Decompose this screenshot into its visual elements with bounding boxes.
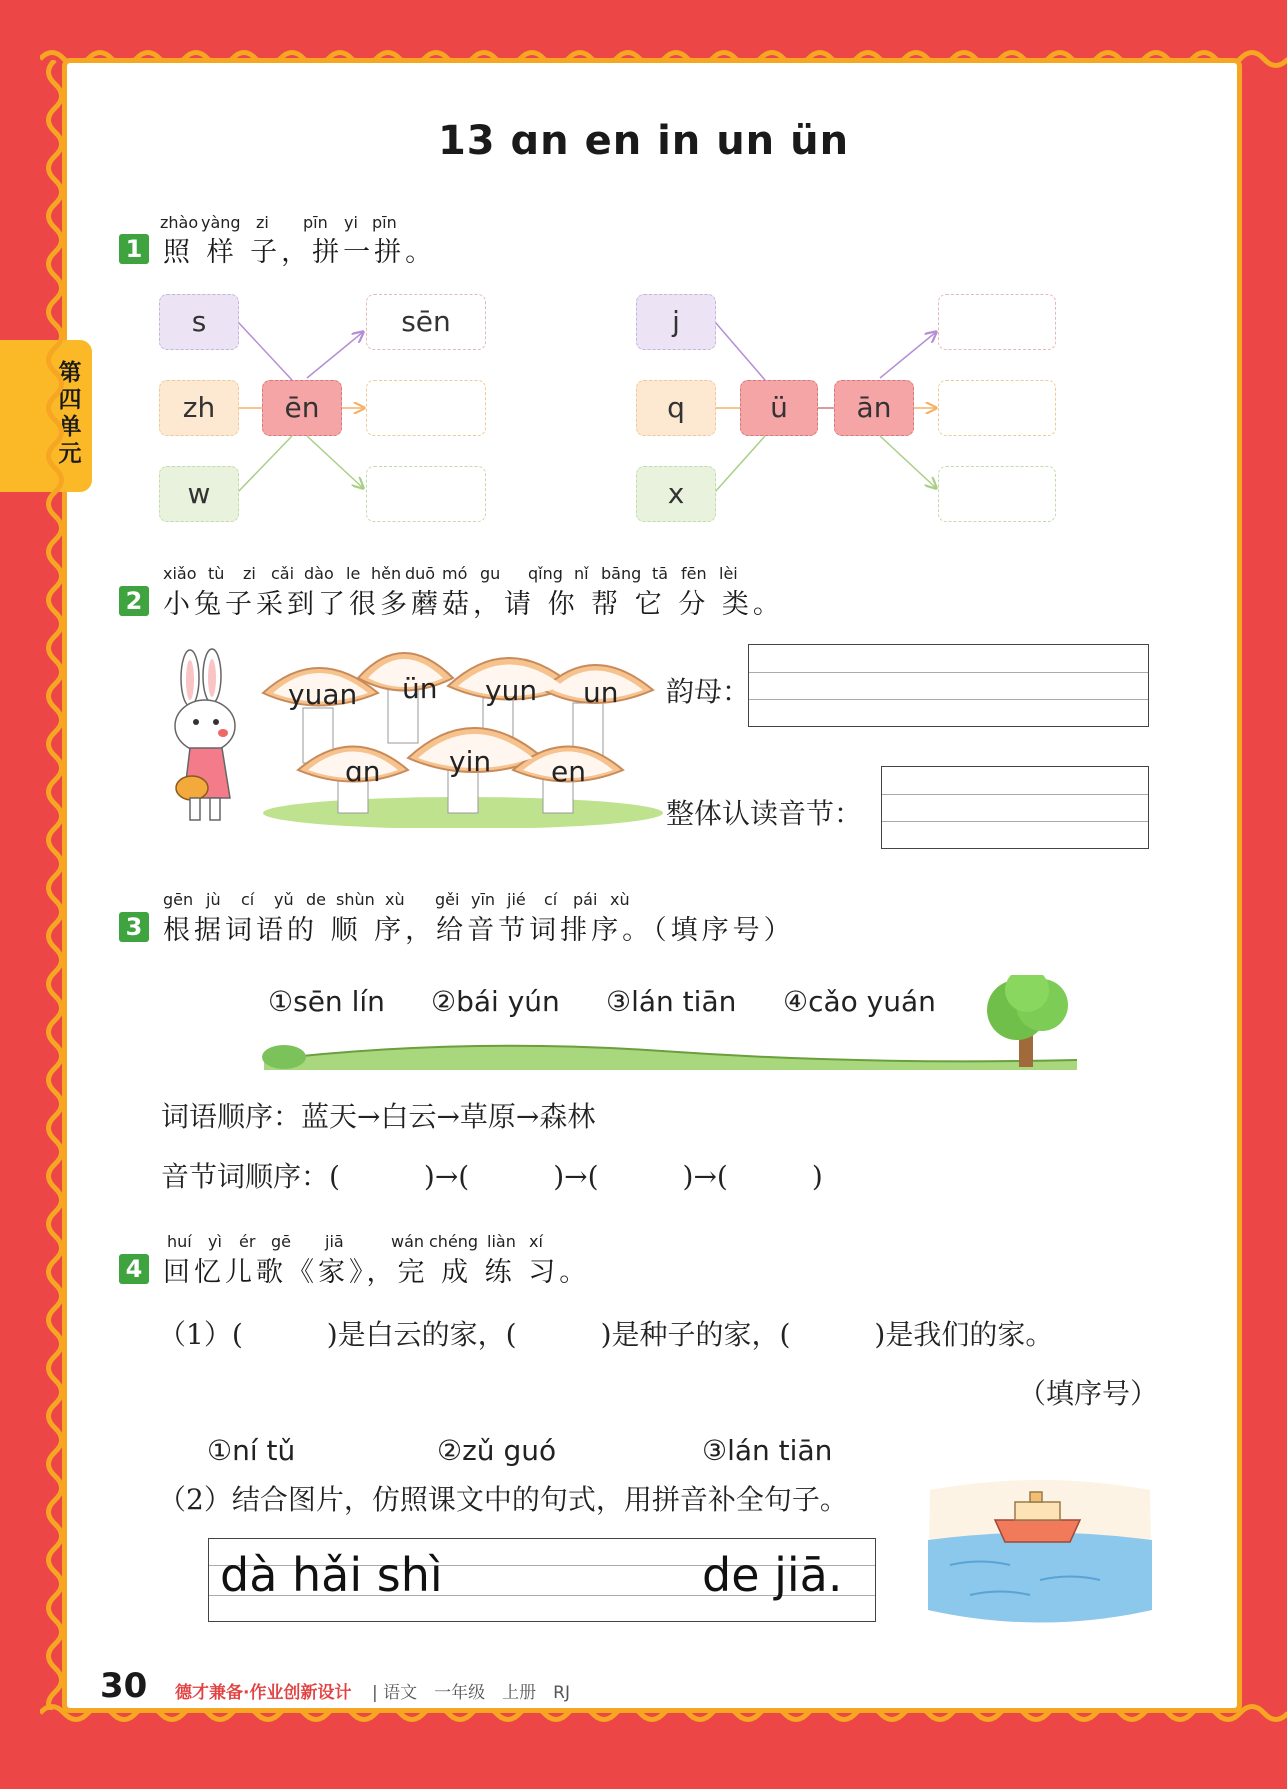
- q3-pinyin-de: de: [306, 890, 326, 909]
- q1-medial-u: ü: [740, 380, 818, 436]
- q4-writing-left: dà hǎi shì: [220, 1548, 443, 1602]
- sea-ship-illustration: [920, 1470, 1160, 1630]
- q1-initial-x: x: [636, 466, 716, 522]
- q2-pinyin-bang: bāng: [601, 564, 642, 583]
- mushroom-un-umlaut: ün: [402, 672, 438, 705]
- q1-initial-q: q: [636, 380, 716, 436]
- q3-syllable-order[interactable]: 音节词顺序：( )→( )→( )→( ): [161, 1160, 823, 1193]
- unit-tab-label: 第四单元: [58, 360, 82, 467]
- grass-and-tree-illustration: [262, 975, 1077, 1070]
- q4-pinyin-wan: wán: [391, 1232, 425, 1251]
- mushroom-yin: yin: [449, 745, 492, 778]
- q3-pinyin-yu: yǔ: [274, 890, 294, 909]
- q2-pinyin-dao: dào: [304, 564, 334, 583]
- q2-pinyin-ta: tā: [652, 564, 669, 583]
- q3-pinyin-gei: gěi: [435, 890, 460, 909]
- q1-number-badge: 1: [119, 234, 149, 264]
- q1-pinyin-zi: zi: [256, 213, 269, 232]
- q1-answer-blank-2[interactable]: [366, 380, 486, 436]
- q1-initial-s: s: [159, 294, 239, 350]
- q4-pinyin-hui: huí: [167, 1232, 192, 1251]
- q1-final-en: ēn: [262, 380, 342, 436]
- q4-instruction: 回忆儿歌《家》，完 成 练 习。: [163, 1257, 591, 1288]
- q1-initial-zh: zh: [159, 380, 239, 436]
- q3-pinyin-yin: yīn: [471, 890, 496, 909]
- q3-option-4: ④cǎo yuán: [783, 985, 936, 1018]
- q2-pinyin-gu: gu: [480, 564, 501, 583]
- whole-syllable-rule-2: [882, 821, 1148, 822]
- q3-pinyin-xu2: xù: [610, 890, 630, 909]
- q2-pinyin-lei: lèi: [719, 564, 738, 583]
- q2-pinyin-zi: zi: [243, 564, 256, 583]
- q3-pinyin-gen: gēn: [163, 890, 194, 909]
- q1-answer-sen[interactable]: sēn: [366, 294, 486, 350]
- finals-answer-box[interactable]: [748, 644, 1149, 727]
- page-number: 30: [100, 1666, 148, 1706]
- q2-pinyin-le: le: [346, 564, 361, 583]
- q1-instruction: 照 样 子，拼一拼。: [163, 237, 437, 268]
- q4-pinyin-xi: xí: [529, 1232, 543, 1251]
- q3-pinyin-ci: cí: [241, 890, 255, 909]
- q2-pinyin-mo: mó: [442, 564, 468, 583]
- q4-option-3: ③lán tiān: [702, 1434, 833, 1467]
- q1-pinyin-zhao: zhào: [160, 213, 199, 232]
- q4-pinyin-cheng: chéng: [429, 1232, 479, 1251]
- q2-pinyin-duo: duō: [405, 564, 436, 583]
- q1-initial-j: j: [636, 294, 716, 350]
- q3-pinyin-ci2: cí: [544, 890, 558, 909]
- q4-part2: （2）结合图片，仿照课文中的句式，用拼音补全句子。: [158, 1483, 848, 1516]
- q1-answer-blank-6[interactable]: [938, 466, 1056, 522]
- mushroom-en: en: [551, 755, 586, 788]
- q3-pinyin-pai: pái: [573, 890, 598, 909]
- whole-syllable-answer-box[interactable]: [881, 766, 1149, 849]
- q4-part1[interactable]: （1）( )是白云的家，( )是种子的家，( )是我们的家。: [158, 1318, 1054, 1351]
- q3-option-2: ②bái yún: [431, 985, 560, 1018]
- q1-pinyin-pin2: pīn: [372, 213, 397, 232]
- wavy-border-left: [42, 60, 68, 1710]
- q1-pinyin-yang: yàng: [201, 213, 241, 232]
- q4-pinyin-ge: gē: [271, 1232, 291, 1251]
- q2-pinyin-cai: cǎi: [271, 564, 295, 583]
- rabbit-illustration: [160, 648, 255, 828]
- footer-brand: 德才兼备·作业创新设计: [175, 1683, 352, 1703]
- q1-initial-w: w: [159, 466, 239, 522]
- q4-pinyin-lian: liàn: [487, 1232, 516, 1251]
- q4-writing-right: de jiā.: [702, 1548, 843, 1602]
- q2-pinyin-tu: tù: [208, 564, 225, 583]
- q4-option-2: ②zǔ guó: [437, 1434, 557, 1467]
- q1-pinyin-pin1: pīn: [303, 213, 328, 232]
- q3-word-order: 词语顺序：蓝天→白云→草原→森林: [161, 1100, 596, 1133]
- q2-pinyin-fen: fēn: [681, 564, 707, 583]
- q2-pinyin-xiao: xiǎo: [163, 564, 197, 583]
- whole-syllable-label: 整体认读音节：: [666, 797, 863, 830]
- q3-pinyin-shun: shùn: [336, 890, 375, 909]
- q4-pinyin-yi: yì: [208, 1232, 222, 1251]
- mushroom-yun: yun: [485, 674, 538, 707]
- footer-subject: | 语文 一年级 上册 RJ: [372, 1683, 570, 1703]
- q2-pinyin-qing: qǐng: [528, 564, 563, 583]
- finals-label: 韵母：: [666, 675, 751, 708]
- finals-rule-2: [749, 699, 1148, 700]
- q2-pinyin-hen: hěn: [371, 564, 402, 583]
- q3-option-3: ③lán tiān: [606, 985, 737, 1018]
- q2-instruction: 小兔子采到了很多蘑菇，请 你 帮 它 分 类。: [163, 589, 784, 620]
- q2-number-badge: 2: [119, 586, 149, 616]
- q3-instruction: 根据词语的 顺 序，给音节词排序。（填序号）: [163, 915, 795, 946]
- q3-number-badge: 3: [119, 912, 149, 942]
- q4-pinyin-er: ér: [239, 1232, 256, 1251]
- whole-syllable-rule-1: [882, 794, 1148, 795]
- finals-rule-1: [749, 672, 1148, 673]
- q1-answer-blank-4[interactable]: [938, 294, 1056, 350]
- q4-part1-note: （填序号）: [1018, 1377, 1159, 1410]
- q3-pinyin-ju: jù: [206, 890, 221, 909]
- q4-option-1: ①ní tǔ: [207, 1434, 296, 1467]
- q1-answer-blank-3[interactable]: [366, 466, 486, 522]
- q4-number-badge: 4: [119, 1254, 149, 1284]
- q1-final-an: ān: [834, 380, 914, 436]
- q1-pinyin-yi: yi: [344, 213, 358, 232]
- mushroom-yuan: yuan: [288, 678, 358, 711]
- q3-option-1: ①sēn lín: [268, 985, 385, 1018]
- q3-pinyin-xu: xù: [385, 890, 405, 909]
- page-title: 13 ɑn en in un ün: [437, 118, 850, 164]
- mushroom-scene: [258, 648, 668, 828]
- q1-answer-blank-5[interactable]: [938, 380, 1056, 436]
- mushroom-un: un: [583, 676, 619, 709]
- mushroom-an: ɑn: [345, 755, 381, 788]
- q2-pinyin-ni: nǐ: [574, 564, 589, 583]
- q3-pinyin-jie: jié: [507, 890, 526, 909]
- q4-pinyin-jia: jiā: [325, 1232, 344, 1251]
